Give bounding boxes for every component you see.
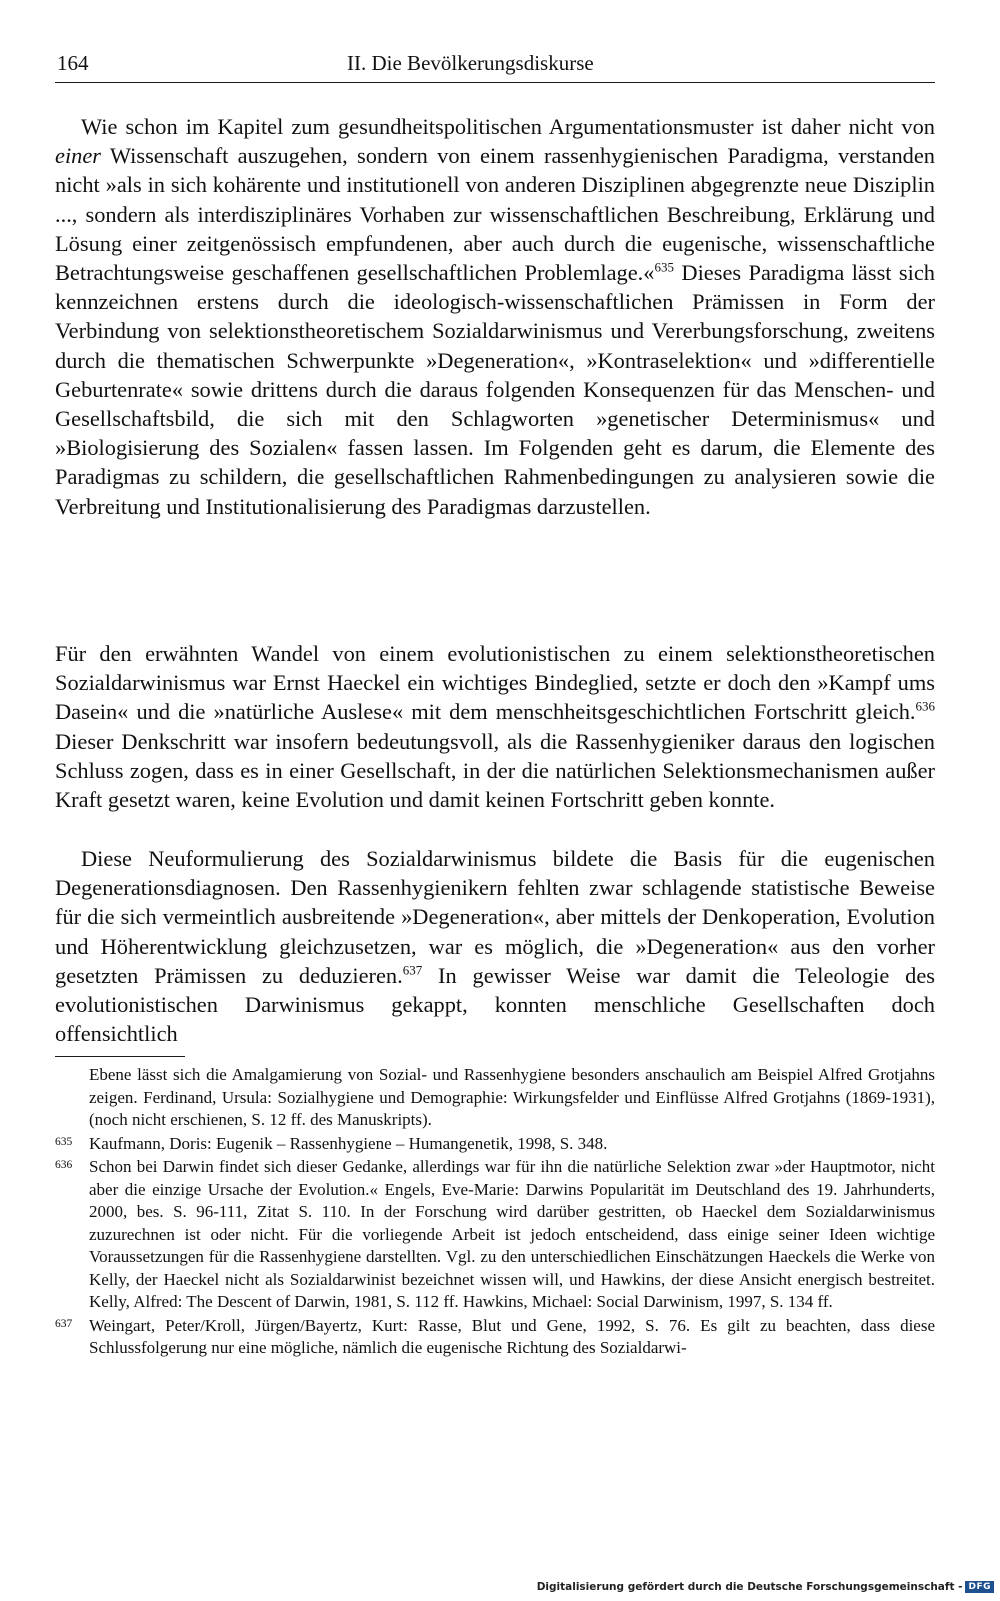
page-number: 164	[57, 51, 89, 75]
footnote-divider	[55, 1056, 185, 1057]
footnote-635	[55, 1133, 935, 1156]
footnote-text: Weingart, Peter/Kroll, Jürgen/Bayertz, Kurt: Rasse, Blut und Gene, 1992, S. 76. Es gilt zu beachten, dass diese Schlussfolgerung nur eine mögliche, nämlich die eugenische Richtung des Sozialdarwi-	[89, 1315, 935, 1357]
paragraph-text: Dieser Denkschritt war insofern bedeutungsvoll, als die Rassenhygieniker daraus den logischen Schluss zogen, dass es in einer Gesellschaft, in der die natürlichen Selektionsmechanismen außer Kraft gesetzt waren, keine Evolution und damit keinen Fortschritt geben konnte.	[55, 728, 935, 813]
body-paragraph-2	[55, 639, 935, 814]
body-paragraph-1	[55, 112, 935, 521]
footnotes	[55, 1064, 935, 1361]
paragraph-text: In gewisser Weise war damit die Teleologie des evolutionistischen Darwinismus gekappt, konnten menschliche Gesellschaften doch offensichtlich	[55, 962, 936, 1047]
footnote-text: Schon bei Darwin findet sich dieser Gedanke, allerdings war für ihn die natürliche Selektion zwar »der Hauptmotor, nicht aber die einzige Ursache der Evolution.« Engels, Eve-Marie: Darwins Popularität im Deutschland des 19. Jahrhunderts, 2000, bes. S. 96-111, Zitat S. 110. In der Forschung wird darüber gestritten, ob Haeckel dem Sozialdarwinismus zuzurechnen ist oder nicht. Für die vorliegende Arbeit ist jedoch entscheidend, dass einige seiner Ideen wichtige Voraussetzungen für die Rassenhygiene darstellten. Vgl. zu den unterschiedlichen Einschätzungen Haeckels die Werke von Kelly, der Haeckel nicht als Sozialdarwinist bezeichnet wissen will, und Hawkins, der diese Ansicht energisch bestreitet. Kelly, Alfred: The Descent of Darwin, 1981, S. 112 ff. Hawkins, Michael: Social Darwinism, 1997, S. 134 ff.	[89, 1157, 935, 1311]
paragraph-text: Dieses Paradigma lässt sich kennzeichnen erstens durch die ideologisch-wissenschaftlichen Prämissen in Form der Verbindung von selektionstheoretischem Sozialdarwinismus und Vererbungsforschung, zweitens durch die thematischen Schwerpunkte »Degeneration«, »Kontraselektion« und »differentielle Geburtenrate« sowie drittens durch die daraus folgenden Konsequenzen für das Menschen- und Gesellschaftsbild, die sich mit den Schlagworten »genetischer Determinismus« und »Biologisierung des Sozialen« fassen lassen. Im Folgenden geht es darum, die Elemente des Paradigmas zu schildern, die gesellschaftlichen Rahmenbedingungen zu analysieren sowie die Verbreitung und Institutionalisierung des Paradigmas darzustellen.	[55, 260, 935, 519]
footnote-text: Kaufmann, Doris: Eugenik – Rassenhygiene – Humangenetik, 1998, S. 348.	[89, 1133, 608, 1153]
footnote-number: 636	[55, 1159, 73, 1171]
body-paragraph-3	[55, 844, 935, 1048]
emphasized-word: einer	[55, 143, 102, 169]
footnote-636	[55, 1156, 935, 1314]
digitization-credit	[537, 1581, 994, 1593]
paragraph-text: Für den erwähnten Wandel von einem evolutionistischen zu einem selektionstheoretischen Sozialdarwinismus war Ernst Haeckel ein wichtiges Bindeglied, setzte er doch den »Kampf ums Dasein« und die »natürliche Auslese« mit dem menschheitsgeschichtlichen Fortschritt gleich.	[55, 641, 935, 725]
dfg-logo-icon: DFG	[965, 1581, 994, 1593]
paragraph-text: Wissenschaft auszugehen, sondern von einem rassenhygienischen Paradigma, verstanden nicht »als in sich kohärente und institutionell von anderen Disziplinen abgegrenzte neue Disziplin ..., sondern als interdisziplinäres Vorhaben zur wissenschaftlichen Beschreibung, Erklärung und Lösung einer zeitgenössisch empfundenen, aber auch durch die eugenische, wissenschaftliche Betrachtungsweise geschaffenen gesellschaftlichen Problemlage.«	[55, 143, 935, 286]
footnote-reference: 636	[915, 698, 935, 714]
footnote-637	[55, 1315, 935, 1360]
footnote-continuation	[55, 1064, 935, 1132]
paragraph-text: Wie schon im Kapitel zum gesundheitspolitischen Argumentationsmuster ist daher nicht von	[81, 114, 935, 139]
footnote-number: 637	[55, 1317, 73, 1330]
credit-text: Digitalisierung gefördert durch die Deutsche Forschungsgemeinschaft -	[536, 1581, 963, 1593]
paragraph-text: Diese Neuformulierung des Sozialdarwinismus bildete die Basis für die eugenischen Degenerationsdiagnosen. Den Rassenhygienikern fehlten zwar schlagende statistische Beweise für die sich vermeintlich ausbreitende »Degeneration«, aber mittels der Denkoperation, Evolution und Höherentwicklung gleichzusetzen, war es möglich, die »Degeneration« aus den vorher gesetzten Prämissen zu deduzieren.	[55, 846, 935, 988]
footnote-reference: 637	[402, 962, 423, 978]
running-head: II. Die Bevölkerungsdiskurse	[347, 51, 594, 75]
footnote-reference: 635	[654, 259, 674, 275]
footnote-text: Ebene lässt sich die Amalgamierung von Sozial- und Rassenhygiene besonders anschaulich am Beispiel Alfred Grotjahns zeigen. Ferdinand, Ursula: Sozialhygiene und Demographie: Wirkungsfelder und Einflüsse Alfred Grotjahns (1869-1931), (noch nicht erschienen, S. 12 ff. des Manuskripts).	[89, 1065, 935, 1129]
footnote-number: 635	[55, 1135, 73, 1148]
page-header	[55, 48, 935, 83]
